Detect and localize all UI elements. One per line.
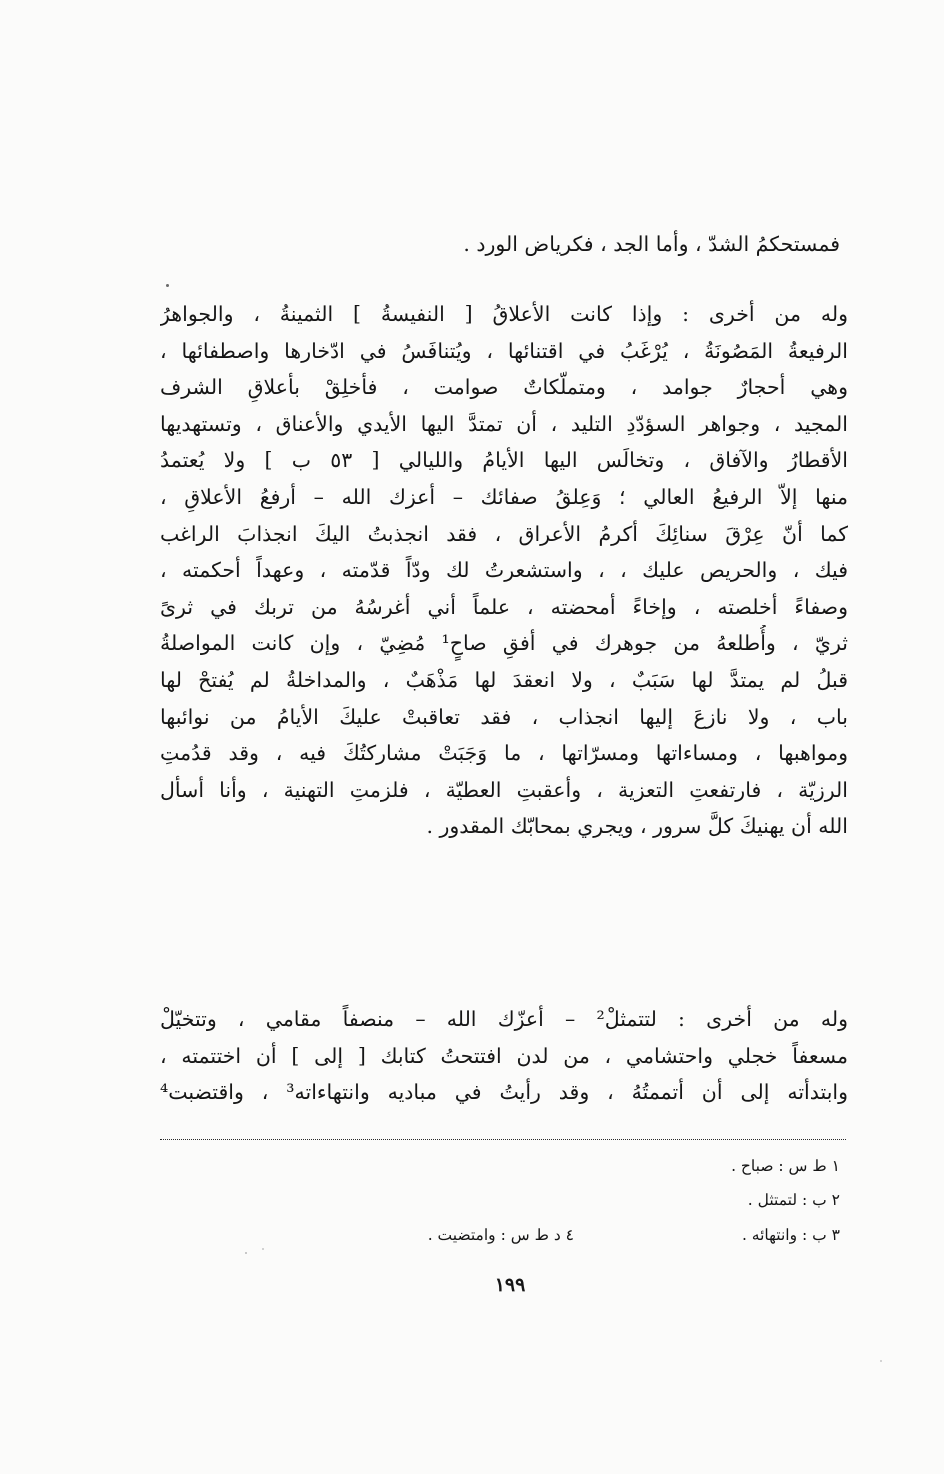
text-line: ثريّ ، وأُطلعهُ من جوهرك في أفقِ صاحٍ¹ مُضِيّ ، وإن كانت المواصلةُ <box>160 631 848 656</box>
text-line: وصفاءً أخلصته ، وإخاءً أمحضته ، علماً أني أغرسُهُ من تربك في ثرىً <box>160 594 848 619</box>
text-line: الله أن يهنيكَ كلَّ سرور ، ويجري بمحابّك المقدور . <box>426 814 848 839</box>
text-line: الرفيعةُ المَصُونَةُ ، يُرْغَبُ في اقتنائها ، ويُتنافَسُ في ادّخارها واصطفائها ، <box>160 338 848 363</box>
text-line: وهي أحجارٌ جوامد ، ومتملّكاتٌ صوامت ، فأخلِقْ بأعلاقِ الشرف <box>160 375 848 400</box>
text-line: باب ، ولا نازعَ إليها انجذاب ، فقد تعاقبتْ عليكَ الأيامُ من نوائبها <box>160 704 848 729</box>
text-line: فمستحكمُ الشدّ ، وأما الجد ، فكرياض الورد . <box>463 232 840 256</box>
text-line: الرزيّة ، فارتفعتِ التعزية ، وأعقبتِ العطيّة ، فلزمتِ التهنية ، وأنا أسأل <box>160 777 848 802</box>
text-line: وله من أخرى : وإذا كانت الأعلاقُ [ النفيسةُ ] الثمينةُ ، والجواهرُ <box>160 302 848 326</box>
footnote-4: ٤ د ط س : وامتضيت . <box>427 1226 574 1244</box>
scan-speck <box>880 1360 882 1362</box>
footnote-1: ١ ط س : صباح . <box>731 1157 840 1175</box>
text-line: منها إلاّ الرفيعُ العالي ؛ وَعِلقُ صفائك – أعزك الله – أرفعُ الأعلاقِ ، <box>160 484 848 509</box>
footnote-3: ٣ ب : وانتهائه . <box>741 1226 840 1244</box>
paragraph-letter-1 <box>160 296 848 845</box>
text-line: ومواهبها ، ومساءاتها ومسرّاتها ، ما وَجَبَتْ مشاركتُكَ فيه ، وقد قدُمتِ <box>160 741 848 766</box>
footnote-2: ٢ ب : لتمتثل . <box>747 1191 840 1209</box>
text-line: وله من أخرى : لتتمثلْ² – أعزّك الله – منصفاً مقامي ، وتتخيّلْ <box>160 1007 848 1031</box>
scan-speck <box>262 1248 264 1250</box>
text-line: الأقطارُ والآفاق ، وتخالَس اليها الأيامُ والليالي [ ٥٣ ب ] ولا يُعتمدُ <box>160 448 848 473</box>
text-line: كما أنّ عِرْقَ سنائِكَ أكرمُ الأعراق ، فقد انجذبتُ اليكَ انجذابَ الراغب <box>160 521 848 546</box>
text-line: وابتدأته إلى أن أتممتُهُ ، وقد رأيتُ في مباديه وانتهاءاته³ ، واقتضبت⁴ <box>160 1080 848 1104</box>
text-line: مسعفاً خجلي واحتشامي ، من لدن افتتحتُ كتابك [ إلى ] أن اختتمته ، <box>160 1043 848 1068</box>
footnote-divider <box>160 1139 846 1140</box>
text-line: المجيد ، وجواهر السؤدّدِ التليد ، أن تمتدَّ اليها الأيدي والأعناق ، وتستهديها <box>160 411 848 436</box>
scan-speck <box>245 1252 247 1254</box>
text-line: فيك ، والحريص عليك ، ، واستشعرتُ لك ودّاً قدّمته ، وعهداً أحكمته ، <box>160 558 848 583</box>
page-number: ١٩٩ <box>494 1274 526 1296</box>
paragraph-letter-2 <box>160 1001 848 1111</box>
text-line: قبلُ لم يمتدَّ لها سَبَبٌ ، ولا انعقدَ لها مَذْهَبٌ ، والمداخلةُ لم يُفتحْ لها <box>160 667 848 692</box>
continuation-line <box>160 224 840 264</box>
scan-speck <box>166 284 169 287</box>
